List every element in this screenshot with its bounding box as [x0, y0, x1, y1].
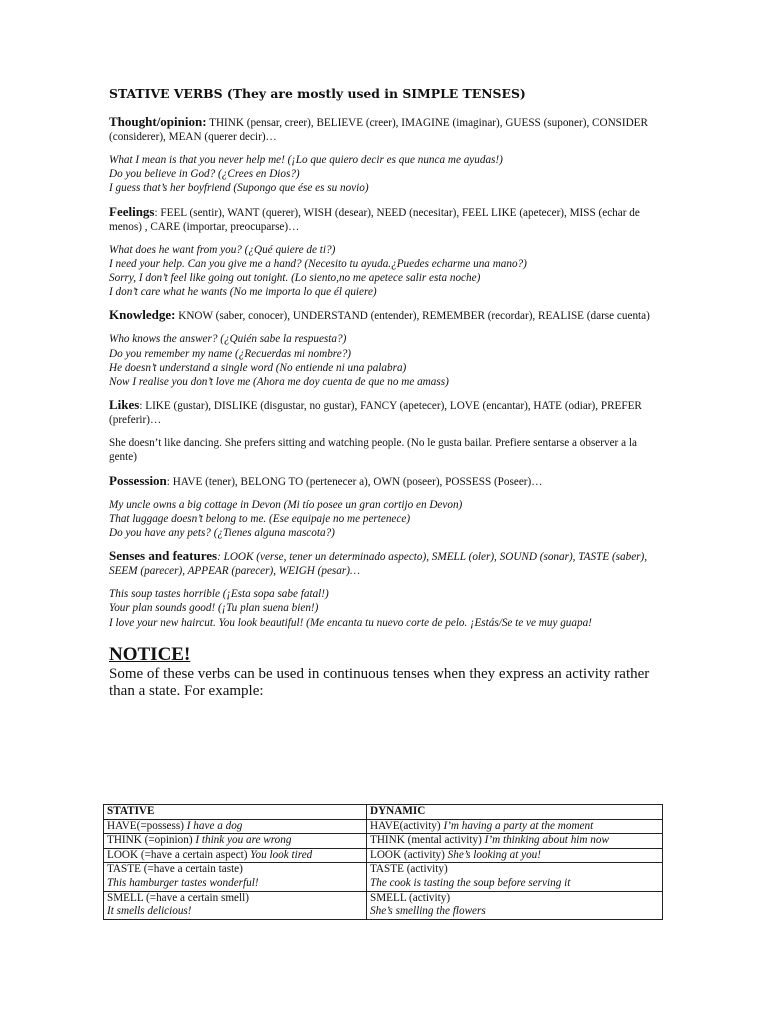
table-row [104, 863, 663, 891]
cell-verb: HAVE(=possess) [107, 819, 187, 832]
section-likes [109, 398, 662, 464]
table-cell [367, 891, 663, 919]
section-heading [109, 398, 662, 427]
stative-dynamic-table [103, 804, 663, 920]
example-list [109, 153, 662, 196]
cell-verb: LOOK (activity) [370, 848, 448, 861]
cell-verb: LOOK (=have a certain aspect) [107, 848, 251, 861]
example-sentence: I need your help. Can you give me a hand? (Necesito tu ayuda.¿Puedes echarme una mano?) [109, 257, 527, 270]
cell-example: She’s looking at you! [447, 848, 541, 861]
section-heading [109, 205, 662, 234]
example-sentence: That luggage doesn’t belong to me. (Ese equipaje no me pertenece) [109, 512, 411, 525]
table-row [104, 819, 663, 834]
section-heading [109, 549, 662, 578]
example-sentence: Sorry, I don’t feel like going out tonight. (Lo siento,no me apetece salir esta noche) [109, 272, 481, 285]
example-sentence: Who knows the answer? (¿Quién sabe la respuesta?) [109, 333, 347, 346]
table-row [104, 891, 663, 919]
example-list [109, 498, 662, 541]
section-senses-features [109, 549, 662, 630]
cell-example: It smells delicious! [107, 905, 192, 918]
section-feelings [109, 205, 662, 300]
cell-verb: THINK (mental activity) [370, 834, 485, 847]
section-term: Thought/opinion: [109, 114, 207, 129]
section-term: Feelings [109, 203, 155, 219]
notice-heading: NOTICE! [109, 643, 191, 665]
table-cell [104, 891, 367, 919]
cell-example: I have a dog [186, 819, 243, 832]
example-sentence: This soup tastes horrible (¡Esta sopa sabe fatal!) [109, 588, 329, 601]
verb-list: THINK (pensar, creer), BELIEVE (creer), IMAGINE (imaginar), GUESS (suponer), CONSIDER (considerer), MEAN (querer decir)… [109, 117, 648, 143]
section-thought-opinion [109, 115, 662, 196]
cell-example: The cook is tasting the soup before serving it [370, 876, 571, 889]
example-list [109, 436, 662, 464]
table-cell [104, 819, 367, 834]
cell-example: I’m thinking about him now [484, 834, 609, 847]
verb-list: : HAVE (tener), BELONG TO (pertenecer a), OWN (poseer), POSSESS (Poseer)… [166, 475, 543, 488]
cell-verb: THINK (=opinion) [107, 834, 196, 847]
section-term: Senses and features [109, 548, 218, 564]
example-sentence: She doesn’t like dancing. She prefers sitting and watching people. (No le gusta bailar. Prefiere sentarse a observer a la gente) [109, 437, 637, 464]
cell-example: This hamburger tastes wonderful! [107, 876, 259, 889]
example-sentence: What I mean is that you never help me! (¡Lo que quiero decir es que nunca me ayudas!) [109, 154, 503, 166]
document-title: STATIVE VERBS (They are mostly used in SIMPLE TENSES) [109, 86, 526, 101]
example-sentence: I love your new haircut. You look beautiful! (Me encanta tu nuevo corte de pelo. ¡Estás/Se te ve muy guapa! [109, 616, 592, 629]
verb-list: : FEEL (sentir), WANT (querer), WISH (desear), NEED (necesitar), FEEL LIKE (apetecer), MISS (echar de menos) , CARE (importar, preocuparse)… [109, 206, 640, 233]
table-cell [104, 834, 367, 849]
verb-list: : LIKE (gustar), DISLIKE (disgustar, no gustar), FANCY (apetecer), LOVE (encantar), HATE (odiar), PREFER (preferir)… [109, 400, 642, 427]
section-knowledge [109, 308, 662, 389]
example-sentence: Now I realise you don’t love me (Ahora me doy cuenta de que no me amass) [109, 376, 449, 389]
example-sentence: Do you have any pets? (¿Tienes alguna mascota?) [109, 527, 335, 540]
column-header-dynamic: DYNAMIC [367, 805, 663, 820]
section-heading [109, 115, 662, 144]
section-heading [109, 308, 662, 323]
table-cell [104, 863, 367, 891]
example-sentence: My uncle owns a big cottage in Devon (Mi tío posee un gran cortijo en Devon) [109, 498, 463, 511]
example-sentence: I guess that’s her boyfriend (Supongo que ése es su novio) [109, 182, 369, 195]
table-cell [104, 848, 367, 863]
cell-example: I’m having a party at the moment [443, 819, 594, 832]
section-heading [109, 474, 662, 489]
example-sentence: Do you believe in God? (¿Crees en Dios?) [109, 168, 300, 181]
table-row [104, 834, 663, 849]
cell-verb: SMELL (activity) [370, 891, 451, 904]
example-sentence: What does he want from you? (¿Qué quiere de ti?) [109, 243, 336, 256]
table-header-row [104, 805, 663, 820]
example-sentence: He doesn’t understand a single word (No entiende ni una palabra) [109, 361, 407, 374]
table-cell [367, 819, 663, 834]
section-possession [109, 474, 662, 541]
cell-verb: HAVE(activity) [370, 819, 444, 832]
example-sentence: Do you remember my name (¿Recuerdas mi nombre?) [109, 347, 352, 360]
section-term: Likes [109, 397, 140, 413]
cell-example: I think you are wrong [195, 834, 292, 847]
cell-verb: TASTE (=have a certain taste) [107, 863, 243, 876]
example-list [109, 587, 662, 630]
section-term: Possession [109, 472, 167, 488]
example-sentence: I don’t care what he wants (No me importa lo que él quiere) [109, 286, 377, 299]
cell-example: She’s smelling the flowers [370, 905, 486, 918]
table-cell [367, 834, 663, 849]
verb-list: KNOW (saber, conocer), UNDERSTAND (entender), REMEMBER (recordar), REALISE (darse cuenta) [175, 310, 650, 323]
cell-verb: TASTE (activity) [370, 863, 448, 876]
document-page [109, 86, 662, 711]
example-list [109, 243, 662, 300]
verb-list: : LOOK (verse, tener un determinado aspecto), SMELL (oler), SOUND (sonar), TASTE (saber), SEEM (parecer), APPEAR (parecer), WEIGH (pesar)… [109, 551, 648, 578]
example-list [109, 332, 662, 389]
cell-verb: SMELL (=have a certain smell) [107, 891, 249, 904]
notice-text: Some of these verbs can be used in continuous tenses when they express an activity rather than a state. For example: [109, 665, 650, 699]
example-sentence: Your plan sounds good! (¡Tu plan suena bien!) [109, 602, 319, 615]
cell-example: You look tired [250, 848, 313, 861]
section-term: Knowledge: [109, 307, 176, 323]
table-cell [367, 863, 663, 891]
table-row [104, 848, 663, 863]
column-header-stative: STATIVE [104, 805, 367, 820]
table-cell [367, 848, 663, 863]
